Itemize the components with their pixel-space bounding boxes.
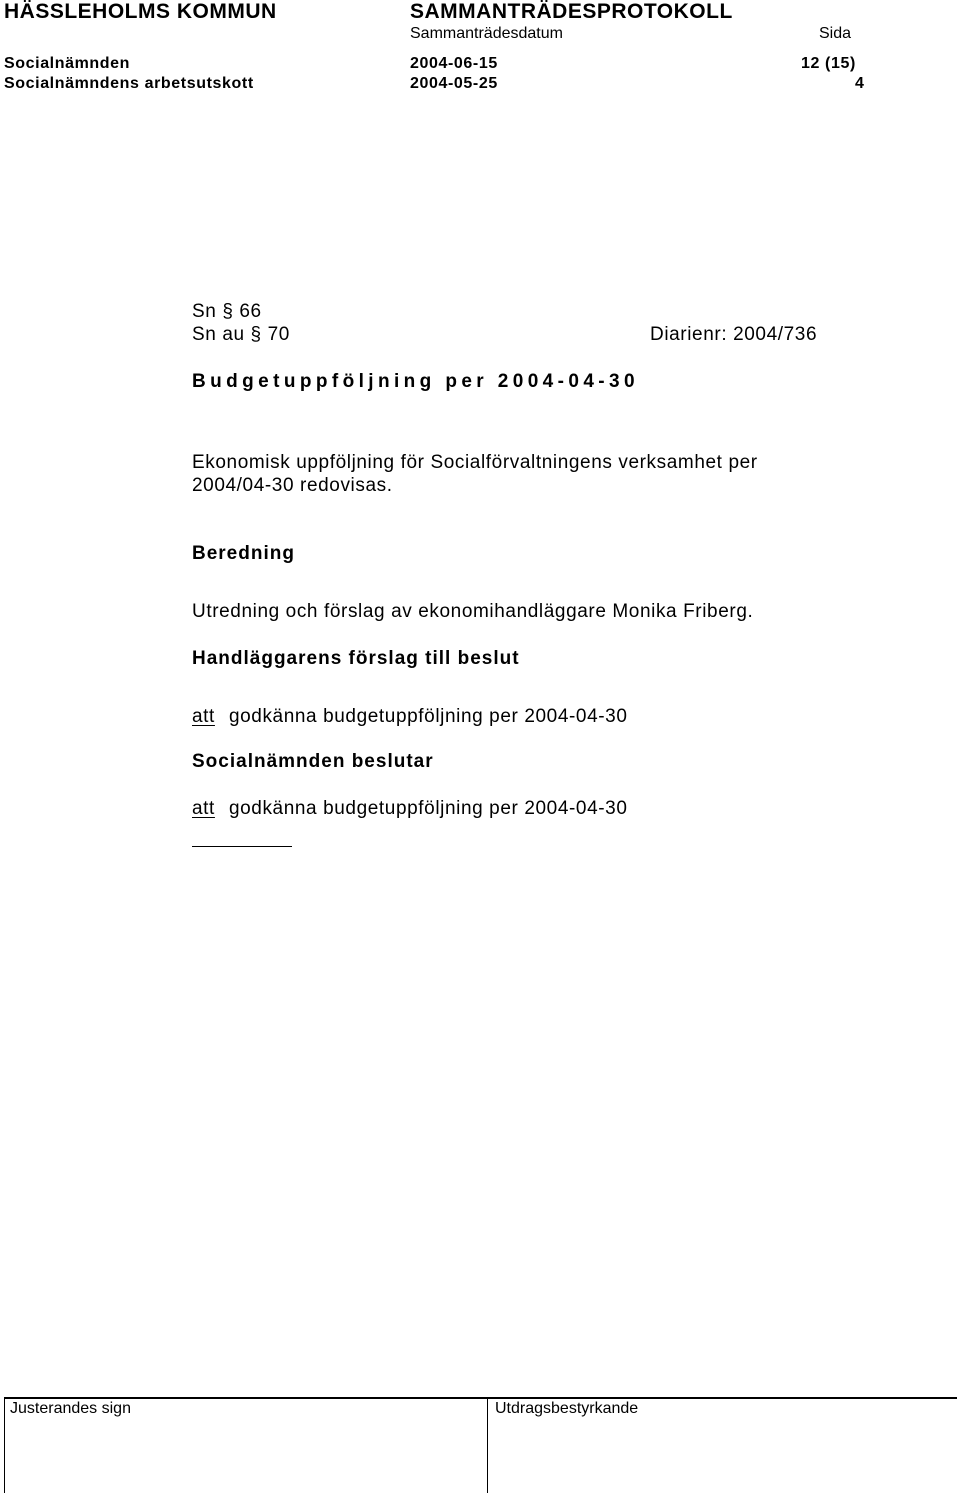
proposal-clause-text: godkänna budgetuppföljning per 2004-04-30 xyxy=(228,706,628,727)
matter-title: Budgetuppföljning per 2004-04-30 xyxy=(192,371,639,392)
page-label: Sida xyxy=(819,25,852,42)
beredning-text: Utredning och förslag av ekonomihandläggare Monika Friberg. xyxy=(192,601,754,622)
decision-heading: Socialnämnden beslutar xyxy=(192,751,434,772)
organization-name: HÄSSLEHOLMS KOMMUN xyxy=(4,0,277,23)
sn-au-paragraph-ref: Sn au § 70 xyxy=(192,324,290,345)
att-keyword: att xyxy=(192,798,215,819)
justerandes-sign-label: Justerandes sign xyxy=(10,1400,131,1417)
end-of-section-rule xyxy=(192,846,292,847)
header-body-name: Socialnämnden xyxy=(4,55,131,72)
document-type: SAMMANTRÄDESPROTOKOLL xyxy=(410,0,733,23)
att-keyword: att xyxy=(192,706,215,727)
diary-number: Diarienr: 2004/736 xyxy=(650,324,818,345)
header-page-number: 4 xyxy=(855,75,865,92)
meeting-date-label: Sammanträdesdatum xyxy=(410,25,563,42)
header-page-number: 12 (15) xyxy=(801,55,856,72)
utdragsbestyrkande-label: Utdragsbestyrkande xyxy=(495,1400,639,1417)
intro-text-line-1: Ekonomisk uppföljning för Socialförvaltningens verksamhet per xyxy=(192,452,758,473)
intro-text-line-2: 2004/04-30 redovisas. xyxy=(192,475,393,496)
proposal-clause xyxy=(192,706,628,728)
header-body-name: Socialnämndens arbetsutskott xyxy=(4,75,254,92)
header-meeting-date: 2004-05-25 xyxy=(410,75,498,92)
decision-clause xyxy=(192,798,628,820)
beredning-heading: Beredning xyxy=(192,543,295,564)
header-meeting-date: 2004-06-15 xyxy=(410,55,498,72)
signature-box xyxy=(4,1397,957,1493)
proposal-heading: Handläggarens förslag till beslut xyxy=(192,648,520,669)
signature-box-divider xyxy=(487,1397,488,1493)
sn-paragraph-ref: Sn § 66 xyxy=(192,301,262,322)
decision-clause-text: godkänna budgetuppföljning per 2004-04-30 xyxy=(228,798,628,819)
